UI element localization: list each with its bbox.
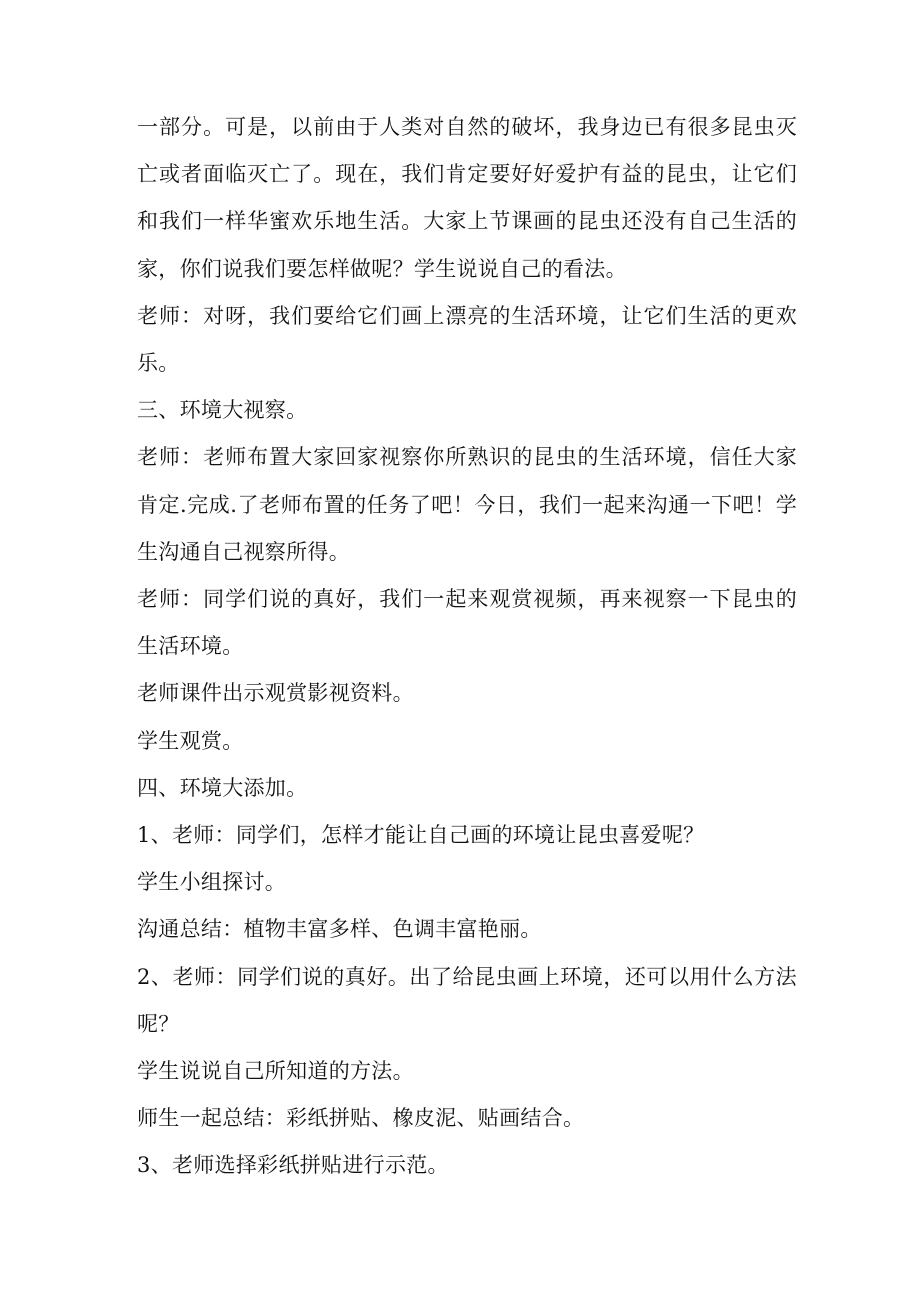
paragraph-step-2: 2、老师：同学们说的真好。出了给昆虫画上环境，还可以用什么方法呢？: [137, 964, 797, 1036]
section-heading-observation: 三、环境大视察。: [137, 398, 308, 423]
paragraph-teacher-homework: 老师：老师布置大家回家视察你所熟识的昆虫的生活环境，信任大家肯定.完成.了老师布置的任务了吧！今日，我们一起来沟通一下吧！学生沟通自己视察所得。: [137, 445, 797, 564]
document-body: [137, 104, 797, 1190]
paragraph-joint-summary: 师生一起总结：彩纸拼贴、橡皮泥、贴画结合。: [137, 1106, 585, 1131]
paragraph-teacher-environment: 老师：对呀，我们要给它们画上漂亮的生活环境，让它们生活的更欢乐。: [137, 303, 797, 376]
paragraph-teacher-video: 老师：同学们说的真好，我们一起来观赏视频，再来视察一下昆虫的生活环境。: [137, 587, 797, 659]
paragraph-group-discussion: 学生小组探讨。: [137, 870, 287, 895]
paragraph-step-3: 3、老师选择彩纸拼贴进行示范。: [137, 1153, 449, 1178]
paragraph-courseware: 老师课件出示观赏影视资料。: [137, 681, 414, 706]
paragraph-summary: 沟通总结：植物丰富多样、色调丰富艳丽。: [137, 917, 542, 942]
paragraph-students-methods: 学生说说自己所知道的方法。: [137, 1059, 414, 1084]
paragraph-intro: 一部分。可是，以前由于人类对自然的破坏，我身边已有很多昆虫灭亡或者面临灭亡了。现在，我们肯定要好好爱护有益的昆虫，让它们和我们一样华蜜欢乐地生活。大家上节课画的昆虫还没有自己生活的家，你们说我们要怎样做呢？学生说说自己的看法。: [137, 115, 797, 281]
section-heading-addition: 四、环境大添加。: [137, 775, 308, 800]
paragraph-step-1: 1、老师：同学们，怎样才能让自己画的环境让昆虫喜爱呢？: [137, 823, 705, 848]
paragraph-students-watch: 学生观赏。: [137, 728, 244, 753]
